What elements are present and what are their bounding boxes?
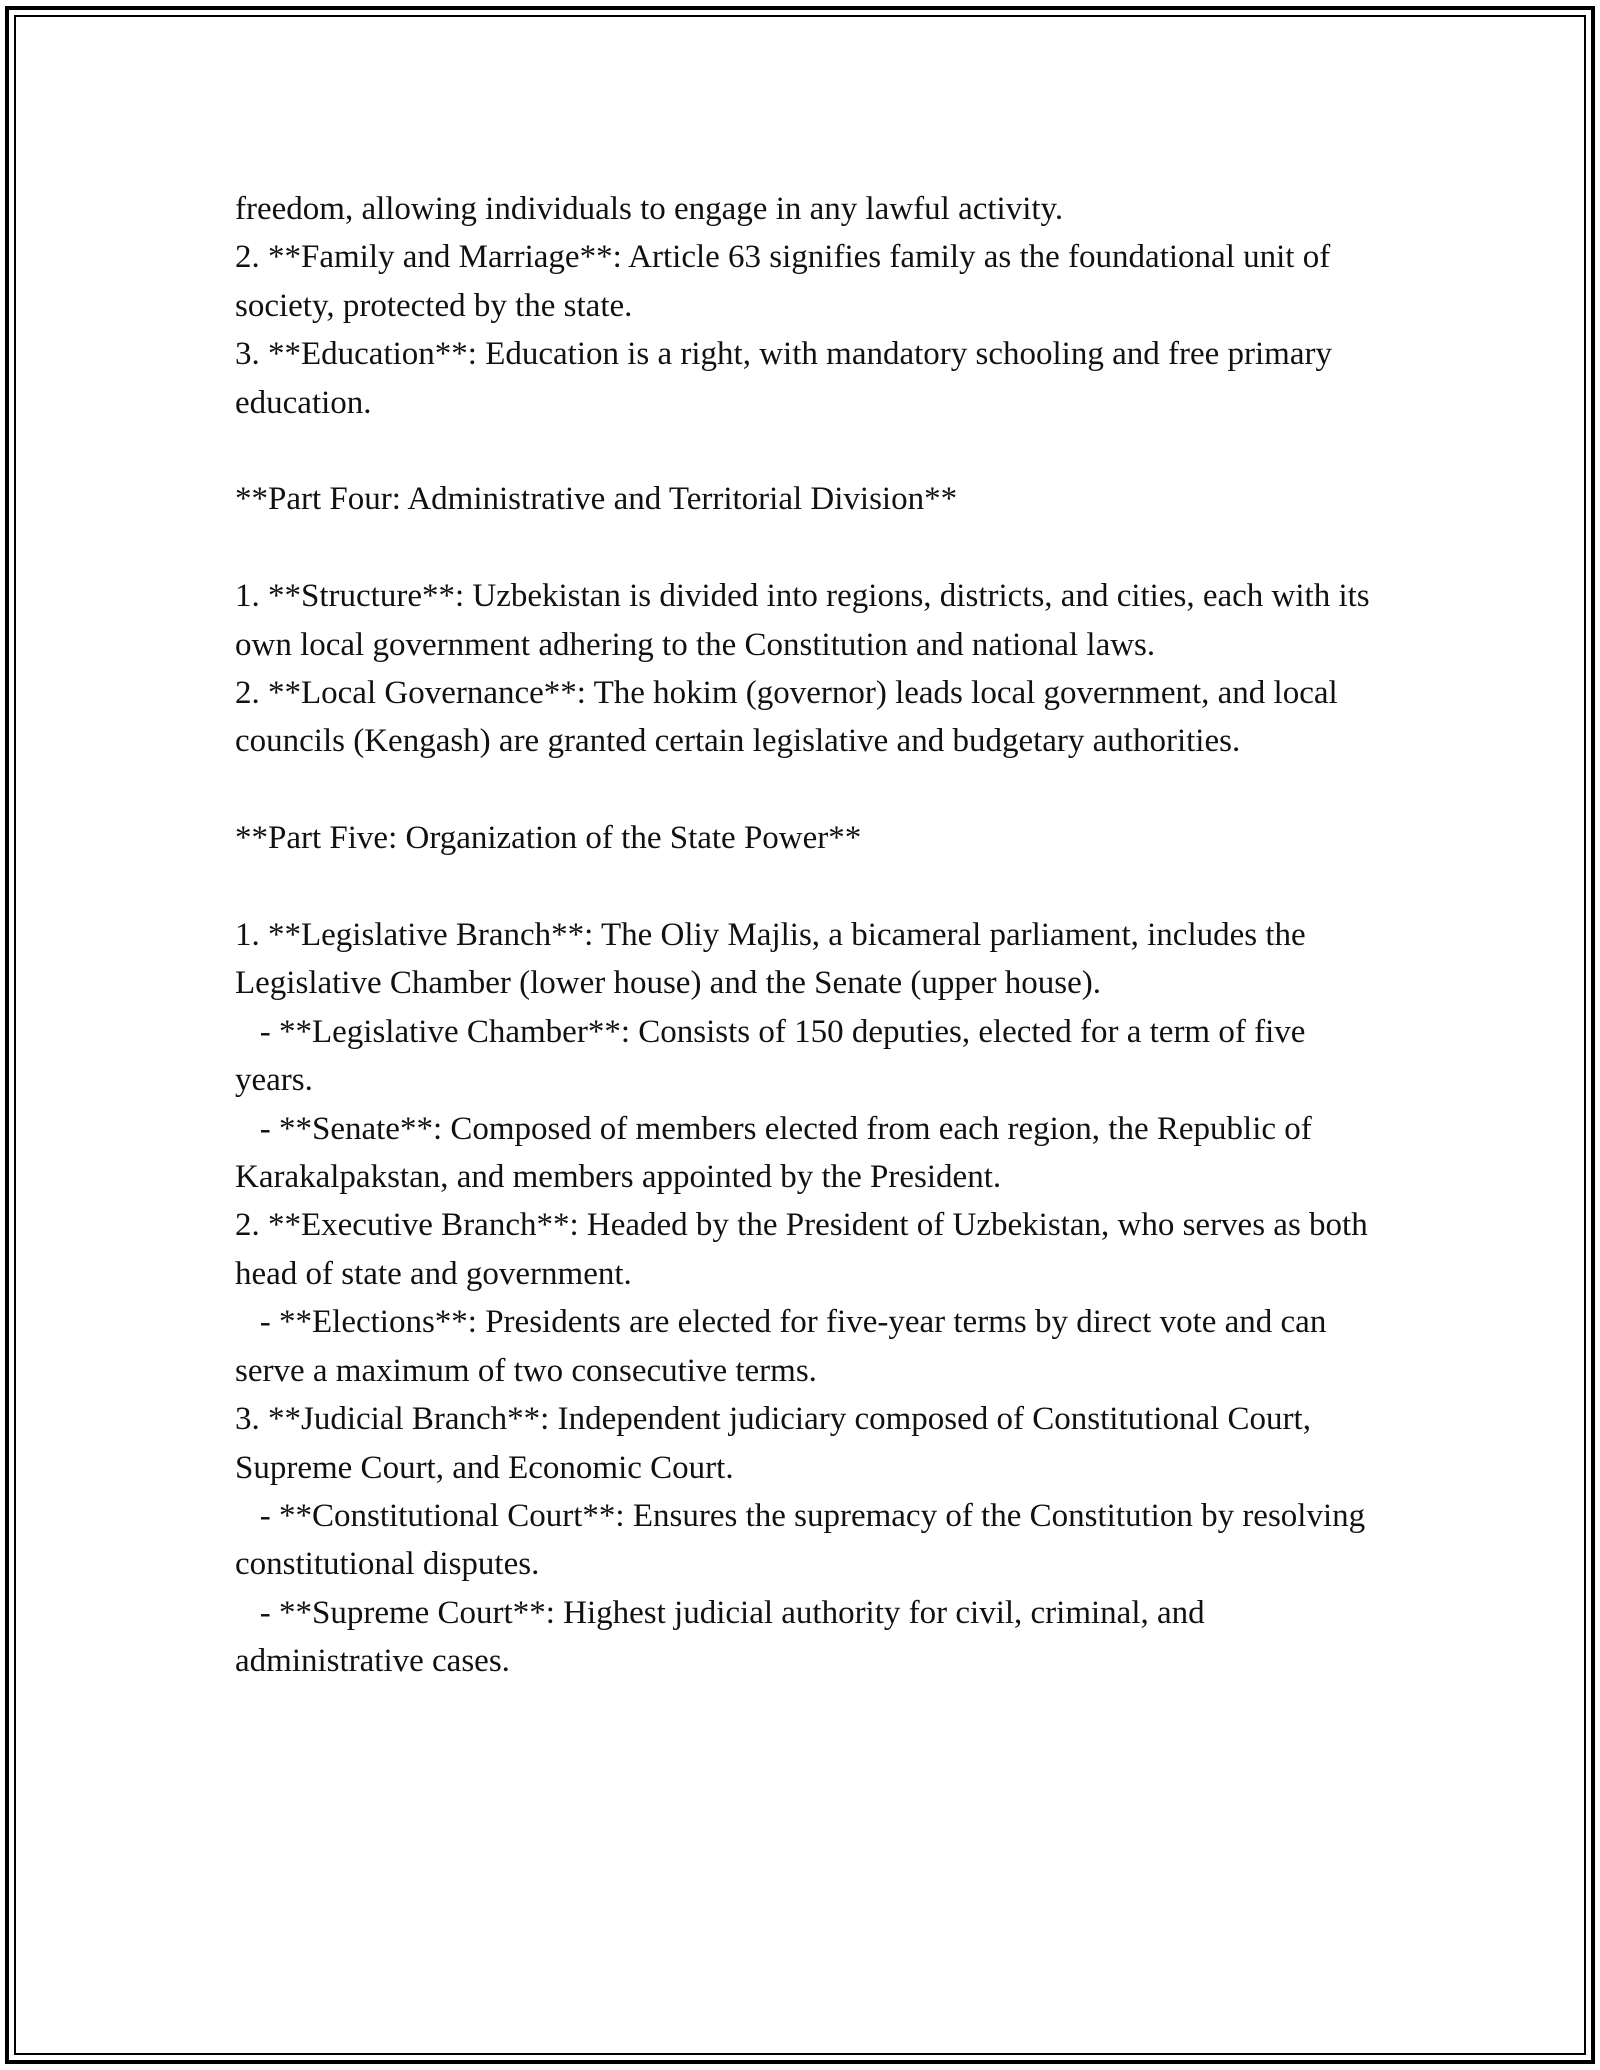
paragraph-freedom: freedom, allowing individuals to engage in any lawful activity. xyxy=(235,191,1064,227)
document-body xyxy=(235,185,1385,1686)
paragraph-judicial-branch: 3. **Judicial Branch**: Independent judiciary composed of Constitutional Court, Supreme Court, and Economic Court. xyxy=(235,1401,1320,1486)
paragraph-elections: - **Elections**: Presidents are elected for five-year terms by direct vote and can serve a maximum of two consecutive terms. xyxy=(235,1304,1335,1389)
heading-part-five: **Part Five: Organization of the State Power** xyxy=(235,820,862,857)
paragraph-family-and-marriage: 2. **Family and Marriage**: Article 63 signifies family as the foundational unit of society, protected by the state. xyxy=(235,239,1339,324)
paragraph-legislative-chamber: - **Legislative Chamber**: Consists of 150 deputies, elected for a term of five years. xyxy=(235,1013,1314,1099)
paragraph-legislative-branch: 1. **Legislative Branch**: The Oliy Majlis, a bicameral parliament, includes the Legislative Chamber (lower house) and the Senate (upper house). xyxy=(235,917,1314,1002)
paragraph-education: 3. **Education**: Education is a right, with mandatory schooling and free primary education. xyxy=(235,336,1341,421)
paragraph-senate: - **Senate**: Composed of members elected from each region, the Republic of Karakalpakstan, and members appointed by the President. xyxy=(235,1110,1321,1196)
paragraph-constitutional-court: - **Constitutional Court**: Ensures the supremacy of the Constitution by resolving constitutional disputes. xyxy=(235,1497,1374,1583)
blank-line xyxy=(235,863,1385,911)
blank-line xyxy=(235,427,1385,475)
paragraph-supreme-court: - **Supreme Court**: Highest judicial authority for civil, criminal, and administrative cases. xyxy=(235,1594,1213,1680)
paragraph-local-governance: 2. **Local Governance**: The hokim (governor) leads local government, and local councils (Kengash) are granted certain legislative and budgetary authorities. xyxy=(235,675,1346,760)
paragraph-executive-branch: 2. **Executive Branch**: Headed by the President of Uzbekistan, who serves as both head of state and government. xyxy=(235,1207,1376,1292)
blank-line xyxy=(235,524,1385,572)
heading-part-four: **Part Four: Administrative and Territorial Division** xyxy=(235,481,958,518)
blank-line xyxy=(235,766,1385,814)
paragraph-structure: 1. **Structure**: Uzbekistan is divided into regions, districts, and cities, each with its own local government adhering to the Constitution and national laws. xyxy=(235,578,1378,663)
